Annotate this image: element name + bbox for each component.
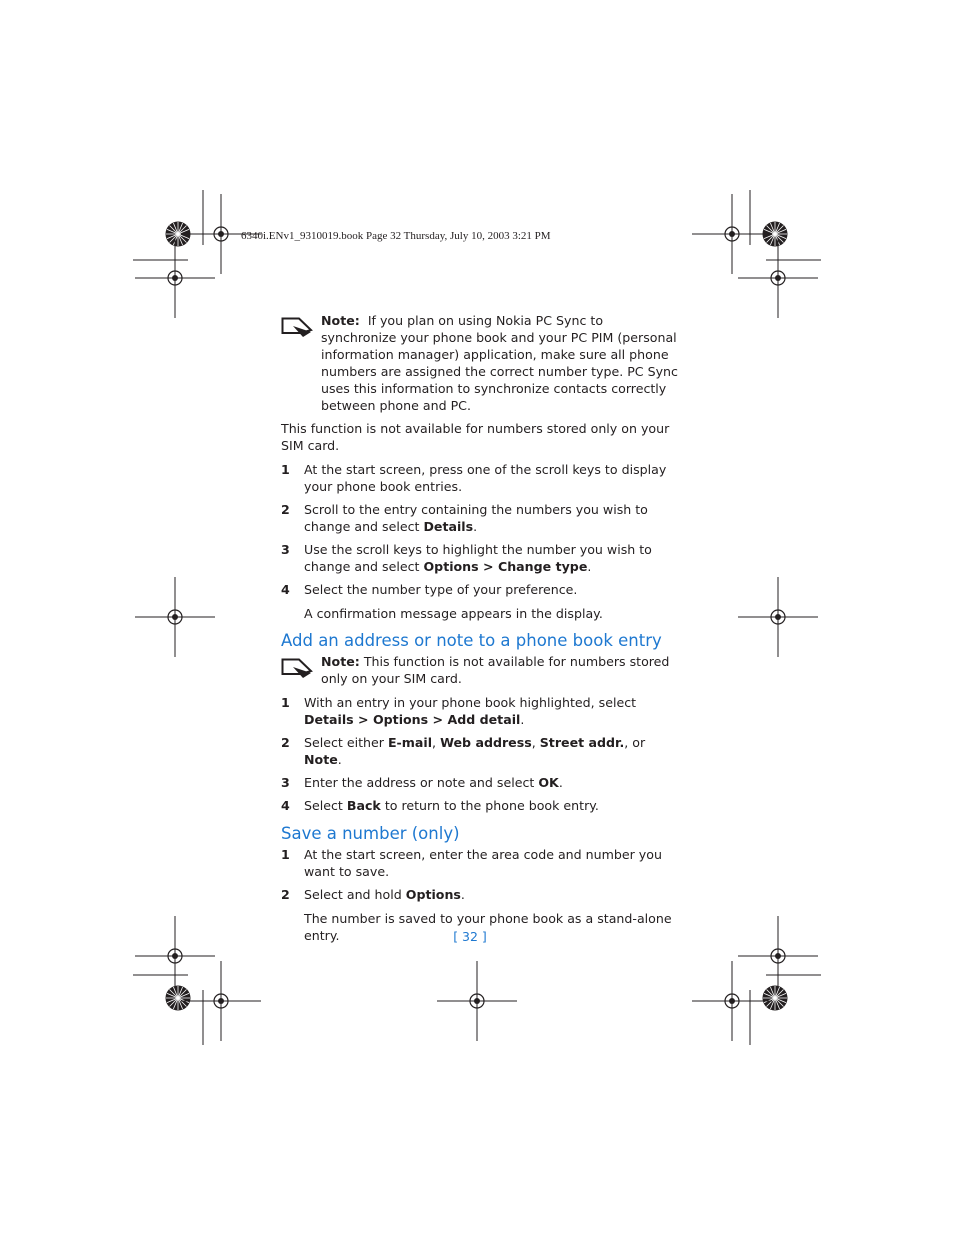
list-item: 2 Select either E-mail, Web address, Street addr., or Note. — [281, 735, 646, 767]
confirmation-text: A confirmation message appears in the display. — [304, 606, 603, 621]
step-number: 3 — [281, 775, 290, 790]
list-item: 3 Use the scroll keys to highlight the number you wish to change and select Options > Change type. — [281, 542, 652, 574]
note-label: Note: — [321, 313, 360, 328]
print-header: 6340i.ENv1_9310019.book Page 32 Thursday, July 10, 2003 3:21 PM — [241, 230, 551, 242]
list-item: 2 Scroll to the entry containing the numbers you wish to change and select Details. — [281, 502, 648, 534]
list-item: 4 Select Back to return to the phone book entry. — [281, 798, 599, 813]
step-list — [281, 846, 681, 903]
section-heading: Save a number (only) — [281, 824, 460, 843]
step-number: 2 — [281, 502, 290, 517]
note-block — [281, 653, 681, 687]
saved-text: The number is saved to your phone book as a stand-alone entry. — [304, 911, 672, 943]
note-pencil-icon — [281, 657, 313, 679]
note-text: Note: If you plan on using Nokia PC Sync to synchronize your phone book and your PC PIM (personal information manager) application, make sure all phone numbers are assigned the correct number type. PC Sync uses this information to synchronize contacts correctly between phone and PC. — [321, 313, 678, 413]
step-number: 1 — [281, 847, 290, 862]
step-number: 2 — [281, 887, 290, 902]
note-block — [281, 312, 681, 414]
step-number: 3 — [281, 542, 290, 557]
section-heading: Add an address or note to a phone book entry — [281, 631, 662, 650]
step-list — [281, 461, 681, 598]
step-list — [281, 694, 681, 814]
note-text: Note: This function is not available for numbers stored only on your SIM card. — [321, 654, 670, 686]
note-pencil-icon — [281, 316, 313, 338]
list-item: 1 At the start screen, enter the area code and number you want to save. — [281, 847, 662, 879]
page-number: [ 32 ] — [453, 929, 487, 944]
step-number: 4 — [281, 582, 290, 597]
list-item: 4 Select the number type of your preference. — [281, 582, 578, 597]
step-number: 4 — [281, 798, 290, 813]
list-item: 2 Select and hold Options. — [281, 887, 465, 902]
step-number: 1 — [281, 462, 290, 477]
list-item: 3 Enter the address or note and select OK. — [281, 775, 563, 790]
step-number: 1 — [281, 695, 290, 710]
list-item: 1 At the start screen, press one of the scroll keys to display your phone book entries. — [281, 462, 667, 494]
note-label: Note: — [321, 654, 360, 669]
intro-text: This function is not available for numbers stored only on your SIM card. — [281, 421, 670, 453]
step-number: 2 — [281, 735, 290, 750]
page-content — [281, 312, 681, 944]
list-item: 1 With an entry in your phone book highlighted, select Details > Options > Add detail. — [281, 695, 637, 727]
